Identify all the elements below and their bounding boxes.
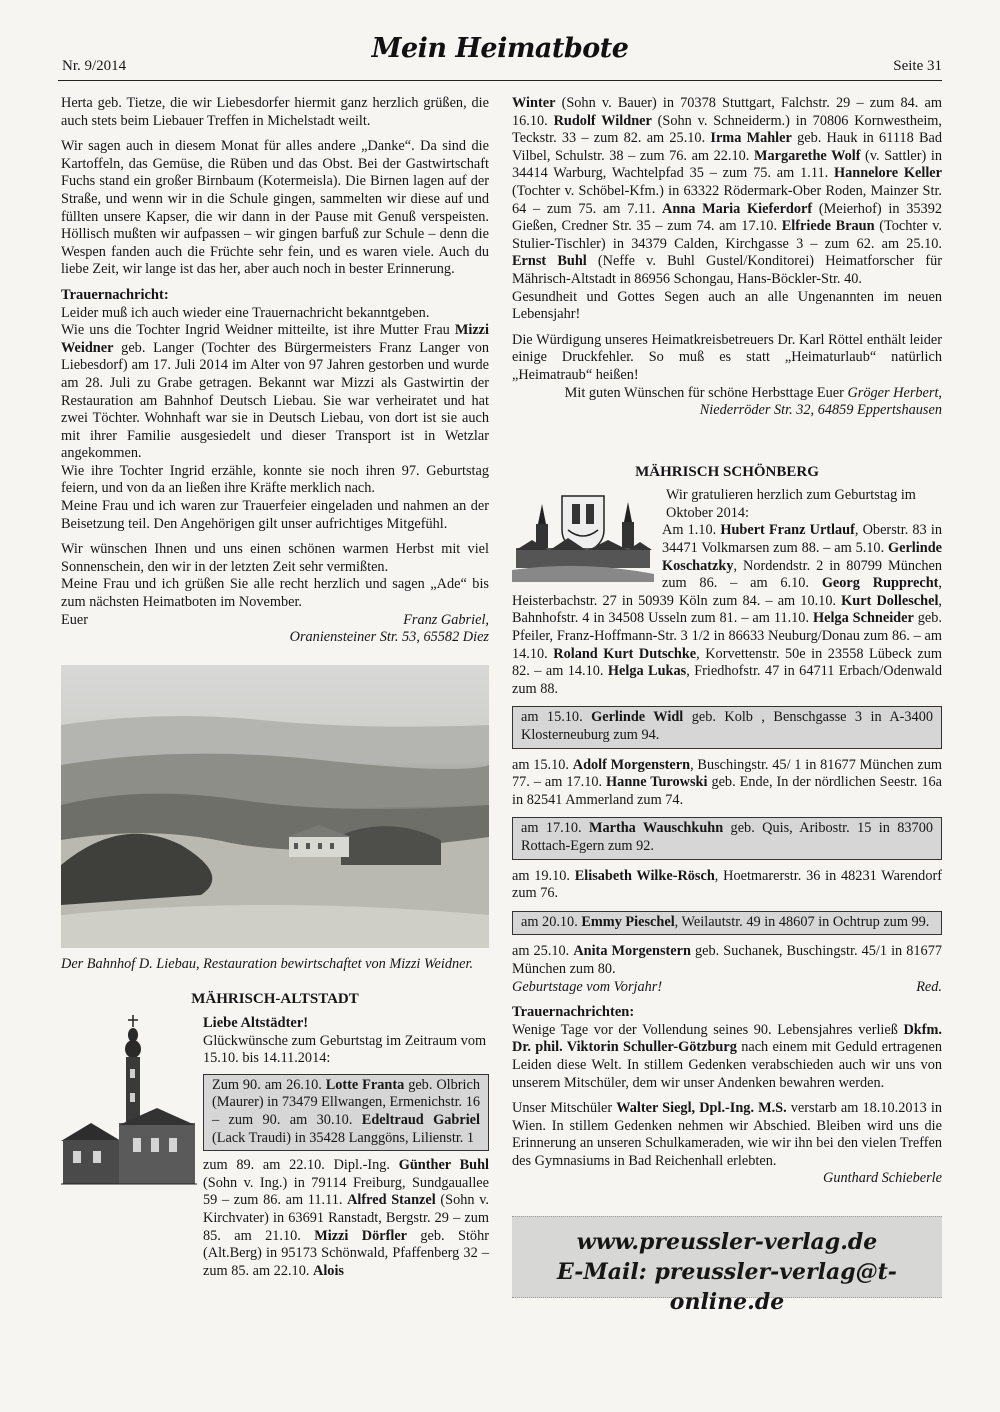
trauer-paragraph-feier: Meine Frau und ich waren zur Trauerfeier eingeladen und nahmen an der Beisetzung teil. Den Angehörigen gilt unser aufrichtiges Mitgefühl. (61, 498, 489, 532)
trauer-paragraph-geburtstag: Wie ihre Tochter Ingrid erzähle, konnte sie noch ihren 97. Geburtstag feiern, und von da an ließen ihre Kräfte merklich nach. (61, 462, 489, 497)
name-alfred-stanzel: Alfred Stanzel (347, 1192, 436, 1209)
name-mizzi-doerfler: Mizzi Dörfler (314, 1227, 408, 1244)
signature-address: Oraniensteiner Str. 53, 65582 Diez (289, 629, 489, 646)
wuerdigung-paragraph: Die Würdigung unseres Heimatkreisbetreuers Dr. Karl Röttel enthält leider einige Druckfehler. So muß es statt „Heimaturlaub“ natürlich „Heimatraub“ heißen! (512, 331, 942, 383)
schoenberg-heading: MÄHRISCH SCHÖNBERG (635, 463, 819, 480)
page-header (58, 33, 942, 80)
name-mizzi-weidner: Mizzi Weidner (61, 322, 489, 356)
birthday-box-wauschkuhn: am 17.10. Martha Wauschkuhn geb. Quis, Aribostr. 15 in 83700 Rottach-Egern zum 92. (512, 817, 942, 859)
publisher-email[interactable]: E-Mail: preussler-verlag@t-online.de (557, 1259, 897, 1316)
altstadt-heading: MÄHRISCH-ALTSTADT (191, 991, 359, 1008)
vorjahr-line (512, 979, 942, 997)
page-number: Seite 31 (893, 58, 942, 74)
birthday-paragraph-anita-morgenstern: am 25.10. Anita Morgenstern geb. Suchanek, Buschingstr. 45/1 in 81677 München zum 80. (512, 943, 942, 977)
birthday-paragraph-wilke-roesch: am 19.10. Elisabeth Wilke-Rösch, Hoetmarerstr. 36 in 48231 Warendorf zum 76. (512, 867, 942, 902)
gruesse-address: Niederröder Str. 32, 64859 Eppertshausen (699, 402, 942, 419)
landscape-image (61, 665, 489, 948)
trauer-paragraph-schuller: Wenige Tage vor der Vollendung seines 90. Lebensjahres verließ Dkfm. Dr. phil. Viktorin Schuller-Götzburg nach einem mit Geduld ertragenen Leiden diese Welt. In stillem Gedenken verabschieden auch wir uns von unserem Mitschüler, dem wir unser Andenken bewahren werden. (512, 1021, 942, 1091)
trauer-paragraph-siegl: Unser Mitschüler Walter Siegl, Dpl.-Ing. M.S. verstarb am 18.10.2013 in Wien. In stillem Gedenken nehmen wir Abschied. Bleiben wird uns die Erinnerung an unseren Schulkameraden, wie wir ihn bei den vielen Treffen des Gymnasiums in Bad Reichenhall erlebten. (512, 1100, 942, 1169)
bahnhof-photo (61, 665, 489, 948)
signature-gabriel (61, 612, 489, 630)
issue-number: Nr. 9/2014 (62, 58, 127, 74)
altstadt-section (61, 991, 489, 1280)
red-signature: Red. (916, 978, 942, 995)
photo-caption: Der Bahnhof D. Liebau, Restauration bewirtschaftet von Mizzi Weidner. (61, 955, 474, 972)
trauer-heading: Trauernachricht: (61, 286, 169, 303)
name-edeltraud-gabriel: Edeltraud Gabriel (361, 1111, 480, 1128)
ade-paragraph: Meine Frau und ich grüßen Sie alle recht herzlich und sagen „Ade“ bis zum nächsten Heimatboten im November. (61, 576, 489, 611)
schoenberg-intro: Wir gratulieren herzlich zum Geburtstag im Oktober 2014: (666, 487, 916, 521)
gesundheit-paragraph: Gesundheit und Gottes Segen auch an alle Ungenannten im neuen Lebensjahr! (512, 288, 942, 323)
vorjahr-text: Geburtstage vom Vorjahr! (512, 978, 663, 995)
herbst-paragraph: Wir wünschen Ihnen und uns einen schönen warmen Herbst mit viel Sonnenschein, den wir in der letzten Zeit sehr vermißten. (61, 541, 489, 575)
birthday-box-pieschel: am 20.10. Emmy Pieschel, Weilautstr. 49 in 48607 in Ochtrup zum 99. (512, 911, 942, 936)
signature-name: Franz Gabriel, (403, 611, 489, 628)
trauer-paragraph-weidner: Wie uns die Tochter Ingrid Weidner mitteilte, ist ihre Mutter Frau Mizzi Weidner geb. Langer (Tochter des Bürgermeisters Franz Langer von Liebesdorf) am 17. Juli 2014 im Alter von 97 Jahren gestorben und wurde am 28. Juli zu Grabe getragen. Bekannt war Mizzi als Gastwirtin der Restauration am Bahnhof Deutsch Liebau. Sie war verheiratet und hat zwei Töchter. Wohnhaft war sie in Deutsch Liebau, von dort ist sie auch mit ihrer Familie ausgesiedelt und dieser Transport ist in Wetzlar angekommen. (61, 322, 489, 462)
schoenberg-birthday-list: Am 1.10. Hubert Franz Urtlauf, Oberstr. 83 in 34471 Volkmarsen zum 88. – am 5.10. Gerlinde Koschatzky, Nordendstr. 2 in 80799 München zum 86. – am 6.10. Georg Rupprecht, Heisterbachstr. 27 in 50939 Köln zum 84. – am 10.10. Kurt Dolleschel, Bahnhofstr. 4 in 34508 Usseln zum 81. – am 11.10. Helga Schneider geb. Pfeiler, Franz-Hoffmann-Str. 3 1/2 in 86633 Neuburg/Donau zum 86. – am 14.10. Roland Kurt Dutschke, Korvettenstr. 50e in 23558 Lübeck zum 82. – am 14.10. Helga Lukas, Friedhofstr. 47 in 64711 Erbach/Odenwald zum 88. (512, 522, 943, 697)
name-guenther-buhl: Günther Buhl (398, 1157, 490, 1174)
schoenberg-section (512, 464, 942, 699)
altstadt-intro: Glückwünsche zum Geburtstag im Zeitraum vom 15.10. bis 14.11.2014: (203, 1032, 487, 1067)
altstadt-birthday-list: zum 89. am 22.10. Dipl.-Ing. Günther Buhl (Sohn v. Ing.) in 79114 Freiburg, Sundgauallee 59 – zum 86. am 11.11. Alfred Stanzel (Sohn v. Kirchvater) in 63691 Ranstadt, Bergstr. 29 – zum 85. am 21.10. Mizzi Dörfler geb. Stöhr (Alt.Berg) in 95173 Schönwald, Pfaffenberg 32 – zum 85. am 22.10. Alois (203, 1157, 490, 1279)
name-alois: Alois (313, 1262, 344, 1279)
trauernachrichten-heading: Trauernachrichten: (512, 1004, 635, 1021)
publisher-banner (512, 1216, 942, 1316)
trauer-line-1: Leider muß ich auch wieder eine Trauernachricht bekanntgeben. (61, 304, 430, 321)
altstadt-greeting: Liebe Altstädter! (203, 1015, 309, 1031)
altstadt-birthday-continuation: Winter (Sohn v. Bauer) in 70378 Stuttgart, Falchstr. 29 – zum 84. am 16.10. Rudolf Wildner (Sohn v. Schneiderm.) in 70806 Kornwestheim, Teckstr. 33 – zum 82. am 25.10. Irma Mahler geb. Hauk in 61118 Bad Vilbel, Schulstr. 38 – zum 76. am 22.10. Margarethe Wolf (v. Sattler) in 34414 Warburg, Wachtelpfad 35 – zum 75. am 1.11. Hannelore Keller (Tochter v. Schöbel-Kfm.) in 63322 Rödermark-Ober Roden, Mainzer Str. 64 – zum 75. am 7.11. Anna Maria Kieferdorf (Meierhof) in 35392 Gießen, Credner Str. 35 – zum 74. am 17.10. Elfriede Braun (Tochter v. Stulier-Tischler) in 34379 Calden, Kirchgasse 3 – zum 62. am 25.10. Ernst Buhl (Neffe v. Buhl Gustel/Konditorei) Heimatforscher für Mährisch-Altstadt in 86956 Schongau, Hans-Böckler-Str. 40. (512, 95, 943, 287)
masthead-logo: Mein Heimatbote (371, 33, 629, 64)
town-coat-of-arms-illustration (512, 490, 654, 582)
birthday-paragraph-morgenstern: am 15.10. Adolf Morgenstern, Buschingstr. 45/ 1 in 81677 München zum 77. – am 17.10. Hanne Turowski geb. Ende, In der nördlichen Seestr. 16a in 82541 Ammerland zum 74. (512, 756, 942, 808)
gruesse-line: Mit guten Wünschen für schöne Herbsttage Euer Gröger Herbert, (564, 384, 942, 401)
left-column (61, 95, 489, 1280)
publisher-url[interactable]: www.preussler-verlag.de (576, 1229, 878, 1256)
danke-paragraph: Wir sagen auch in diesem Monat für alles andere „Danke“. Da sind die Kartoffeln, das Gemüse, die Rüben und das Obst. Bei der Gastwirtschaft Fuchs stand ein großer Birnbaum (Kotermeisla). Die Birnen lagen auf der Straße, und wenn wir in die Schule gingen, sammelten wir diese auf und füllten unsere Kapser, die wir dann in der Pause mit Genuß verspeisten. Höllisch mußten wir aufpassen – wir gingen barfuß zur Schule – denn die Wespen fanden auch die Früchte sehr fein, und es waren viele. Auch du liebe Zeit, wir lange ist das her, aber auch noch in bester Erinnerung. (61, 138, 489, 278)
name-lotte-franta: Lotte Franta (325, 1076, 405, 1093)
right-column (512, 95, 943, 1316)
birthday-box-widl: am 15.10. Gerlinde Widl geb. Kolb , Benschgasse 3 in A-3400 Klosterneuburg zum 94. (512, 706, 942, 748)
header-rule (58, 80, 942, 81)
euer-text: Euer (61, 611, 88, 628)
intro-paragraph: Herta geb. Tietze, die wir Liebesdorfer hiermit ganz herzlich grüßen, die auch stets beim Liebauer Treffen in Michelstadt weilt. (61, 95, 489, 129)
trauer-signature: Gunthard Schieberle (823, 1170, 942, 1187)
altstadt-highlight-box: Zum 90. am 26.10. Lotte Franta geb. Olbrich (Maurer) in 73479 Ellwangen, Ermenichstr. 16 – zum 90. am 30.10. Edeltraud Gabriel (Lack Traudi) in 35428 Langgöns, Lilienstr. 1 (203, 1074, 489, 1151)
